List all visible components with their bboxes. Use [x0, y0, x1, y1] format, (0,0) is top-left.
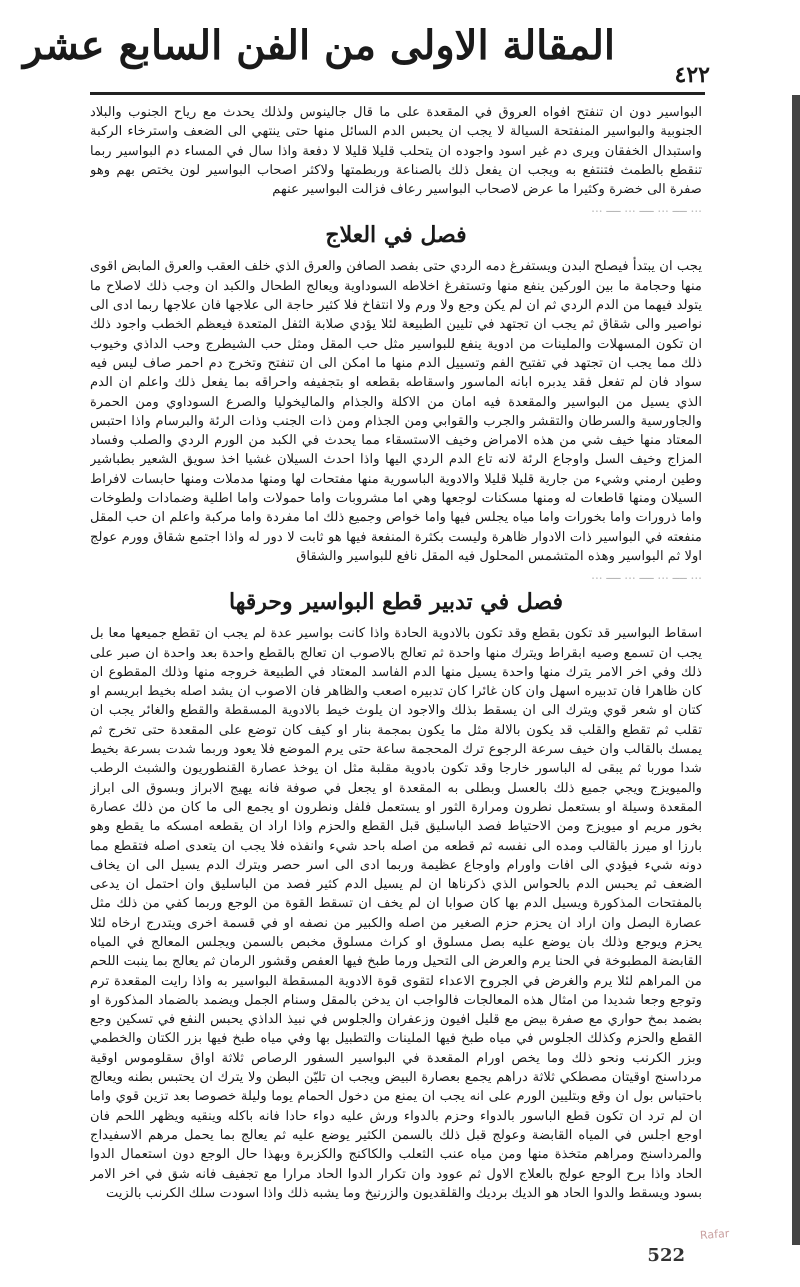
page-title: المقالة الاولى من الفن السابع عشر — [23, 22, 615, 69]
show-through-text: ... ــــ ... ــــ ... ــــ ... — [591, 568, 702, 583]
page-edge-shadow — [792, 95, 800, 1245]
section-heading-treatment: فصل في العلاج — [325, 222, 467, 249]
surgery-paragraph: اسقاط البواسير قد تكون بقطع وقد تكون بالادوية الحادة واذا كانت بواسير عدة لم يجب ان تقطع جميعها معا بل يجب ان تسمع وصيه ابقراط ويترك منها واحدة ثم تعالج بالاصوب ان تعالج بالقطع واحدة بعد واحدة ان صبر على ذلك وفي اخر الامر يترك منها واحدة يسيل منها الدم الفاسد المعتاد في الطبيعة خروجه منها وذلك المقطوع ان كان ظاهرا فان تدبيره اسهل وان كان غائرا كان تدبيره اصعب والظاهر فان الاصوب ان يشد اصله بخيط ابريسم او كتان او شعر قوي ويترك الى ان يسقط بذلك والاجود ان يلوث خيط بالادوية المسقطة والقطع والغائر يجب ان تقلب ثم تقطع والقلب قد يكون بالالة مثل ما يكون بمجمة بنار او كيف كان توضع على المقعدة حتى تخرج ثم يمسك بالقالب وان خيف سرعة الرجوع ترك المحجمة ساعة حتى يرم الموضع فلا يعود وربما شدت بسرعة بخيط شدا موربا ثم يبقى له الباسور خارجا وقد تكون بادوية مقلبة مثل ان يوخذ عصارة القنطوريون والشبث الرطب والميويزج ويجي جميع ذلك بالعسل وبطلى به المقعدة او يجعل في صوفة فانه يهيج الابراز وبسوق الى ابراز المقعدة وسيلة او بستعمل نطرون ومرارة الثور او يستعمل فلفل ونطرون او يجمع الى ما كان من ذلك عصارة بخور مريم او ميويزج ومن الاحتياط فصد الباسليق قبل القطع والحزم واذا اراد ان يقطعه امسكه ما يقطع وهو بارزا او ميرز بالقالب ومده الى نفسه ثم قطعه من اصله باحد شيء وانفذه فلا يجب ان يتعدى اصله فتقطع مما دونه شيء فيؤدي الى افات واورام واوجاع عظيمة وربما ادى الى اسر حصر ويترك الدم يسيل الى ان يخاف الضعف ثم يحبس الدم بالحواس الذي ذكرناها ان لم يسيل الدم كثير فصد من الباسليق وان احتمل ان يدعى بالمفتحات المذكورة ويسيل الدم بها كان صوابا ان لم يخف ان تسقط القوة من الوجع وربما كفي من ذلك مثل عصارة البصل وان اراد ان يحزم حزم الصغير من اصله والكبير من نصفه او في قسمة اخرى ويتدرج ارخاه لئلا يحزم ويوجع وذلك بان يوضع عليه بصل مسلوق او كراث مسلوق مخبص بالسمن ويجلس المعالج في المياه القابضة المطبوخة في الحنا يرم والعرض الى التحيل ورما طبخ فيها العفص وقشور الرمان ثم يعالج بما ينبت اللحم من المراهم لئلا يرم والغرض في الجروح الاعداء لتقوى قوة الادوية المسقطة البواسير به واذا رايت المقعدة ترم وتوجع وجعا شديدا من امثال هذه المعالجات فالواجب ان يدخن بالمقل وسنام الجمل ويضمد بالضماد المذكورة او بضمد بمخ حواري مع صفرة بيض مع قليل افيون وزعفران والجلوس في نبيذ الداذي يحبس النفع في تسكين وجع القطع والحزم وكذلك الجلوس في مياه طبخ فيها الملينات والتطبيل بها وفي مياه طبخ فيها بزر الكتان والخطمي وبزر الكرنب ونحو ذلك وما يخص اورام المقعدة في البواسير السفور الرصاص ثلاثة اواق سقلوموس اوقية مرداسنج اوقيتان مصطكي ثلاثة دراهم يجمع بعصارة البيض ويجب ان تليّن البطن ولا يترك ان يحتبس بطنه ويعالج باحتباس بول ان وقع وبتليين الورم على انه يجب ان يمنع من دخول الحمام يوما وليلة خصوصا بعد تزين قوي واما ان لم ترد ان تكون قطع الباسور بالدواء وحزم بالدواء ورش عليه دواء حادا فانه باكله وينقيه ويظهر اللحم فان اوجع اجلس في المياه القابضة وعولج قبل ذلك بالسمن الكثير يوضع عليه ثم يعالج بما يحمل مرهم الاسفيداج والمرداسنج ومراهم متخذة منها ومن مياه عنب الثعلب والكاكنج والكزبرة وبهذا حال الوجع دون استعمال الدوا الحاد واذا برح الوجع عولج بالعلاج الاول ثم عوود وان تكرار الدوا الحاد مرارا مع تجفيف فانه شق في اخر الامر بسود ويسقط والدوا الحاد هو الديك برديك والقلقديون والزرنيخ وما يشبه ذلك واذا اسودت سلك الكرنب بالزيت — [90, 626, 702, 1201]
page-footer — [565, 1245, 685, 1266]
header-rule — [90, 92, 705, 95]
intro-paragraph: البواسير دون ان تنفتح افواه العروق في المقعدة على ما قال جالينوس ولذلك يحدث مع رياح الجنوب والبلاد الجنوبية والبواسير المنفتحة السيالة لا يجب ان يحبس الدم السائل منها حتى ينتهي الى الضعف واسترخاء الركبة واستبدال الخفقان ويرى دم غير اسود واجوده ان يتحلب قليلا قليلا لا دفعة واذا سال في المساء دم البواسير ربما تنقطع بالطمث فتنتفع به ويجب ان يفعل ذلك بالصناعة وربطمتها ولاكثر اصحاب البواسير لون يختص بهم وهو صفرة الى خضرة وكثيرا ما عرض لاصحاب البواسير رعاف فزالت البواسير عنهم — [90, 105, 702, 198]
show-through-text: ... ــــ ... ــــ ... ــــ ... — [591, 201, 702, 216]
section-heading-surgery: فصل في تدبير قطع البواسير وحرقها — [228, 589, 564, 616]
main-text-block — [90, 103, 702, 1233]
page-number-top: ٤٢٢ — [674, 62, 710, 88]
page-header — [23, 22, 710, 92]
treatment-paragraph: يجب ان يبتدأ فيصلح البدن ويستفرغ دمه الردي حتى بفصد الصافن والعرق الذي خلف العقب والعرق المابض اقوى منها وحجامة ما بين الوركين ينفع منها وتستفرغ اخلاطه السوداوية ويعالج الطحال والكبد ان وجب ذلك لاصلاح ما يتولد فيهما من الدم الردي ثم ان لم يكن وجع ولا ورم ولا انتفاخ فلا كثير حاجة الى علاجها فان علاجها ربما ادى الى نواصير والى شقاق ثم يجب ان تجتهد في تليين الطبيعة لئلا يؤدي صلابة الثفل المتعدة فيعظم الخطب واجود ذلك ان تكون المسهلات والملينات من ادوية ينفع للبواسير مثل حب المقل ومثل حب الشيطرج وحب الداذي وخيوب ذلك مما يجب ان تجتهد في تفتيح الفم وتسييل الدم منها ما امكن الى ان تنفتح وتخرج دم احمر صاف ليس فيه سواد فان لم تفعل فقد يدبره ابانه الماسور واسقاطه بقطعه او بتجفيفه واحراقه بما يفعل ذلك واعلم ان الدم الذي يسيل من البواسير والمقعدة فيه امان من الاكلة والجذام والماليخوليا والصرع السوداوي ومن الحمرة والجاورسية والسرطان والتقشر والجرب والقوابي ومن الجذام ومن ذات الجنب وذات الرئة والبرسام واذا احتبس المعتاد منها خيف شي من هذه الامراض وخيف الاستسقاء مما يحدث في الكبد من الورم الردي والصلب وفساد المزاج وخيف السل واوجاع الرئة لانه تاع الدم الردي اليها واذا احدث السيلان غشيا اخذ سويق الشعير بطباشير وطين ارمني وشيء من جارية قليلا قليلا والادوية الباسورية منها مفتحات لها ومنها مدملات ومنها حابسات لافراط السيلان ومنها قاطعات له ومنها مسكنات لوجعها وهي اما مشروبات واما حمولات واما اطلية وضمادات ولطوخات واما ذرورات واما بخورات واما مياه يجلس فيها واما خواص وجميع ذلك اما مفردة واما مركبة واعلم ان حب المقل منفعته في البواسير ذات الادوار ظاهرة وليست بكثرة المنفعة فيها هو ثابت لا دور له واذا اجتمع شقاق وورم عولج اولا ثم البواسير وهذه المتشمس المحلول فيه المقل نافع للبواسير والشقاق — [90, 259, 702, 564]
page-number-bottom: 522 — [647, 1245, 685, 1266]
library-stamp: Rafar — [699, 1226, 730, 1243]
